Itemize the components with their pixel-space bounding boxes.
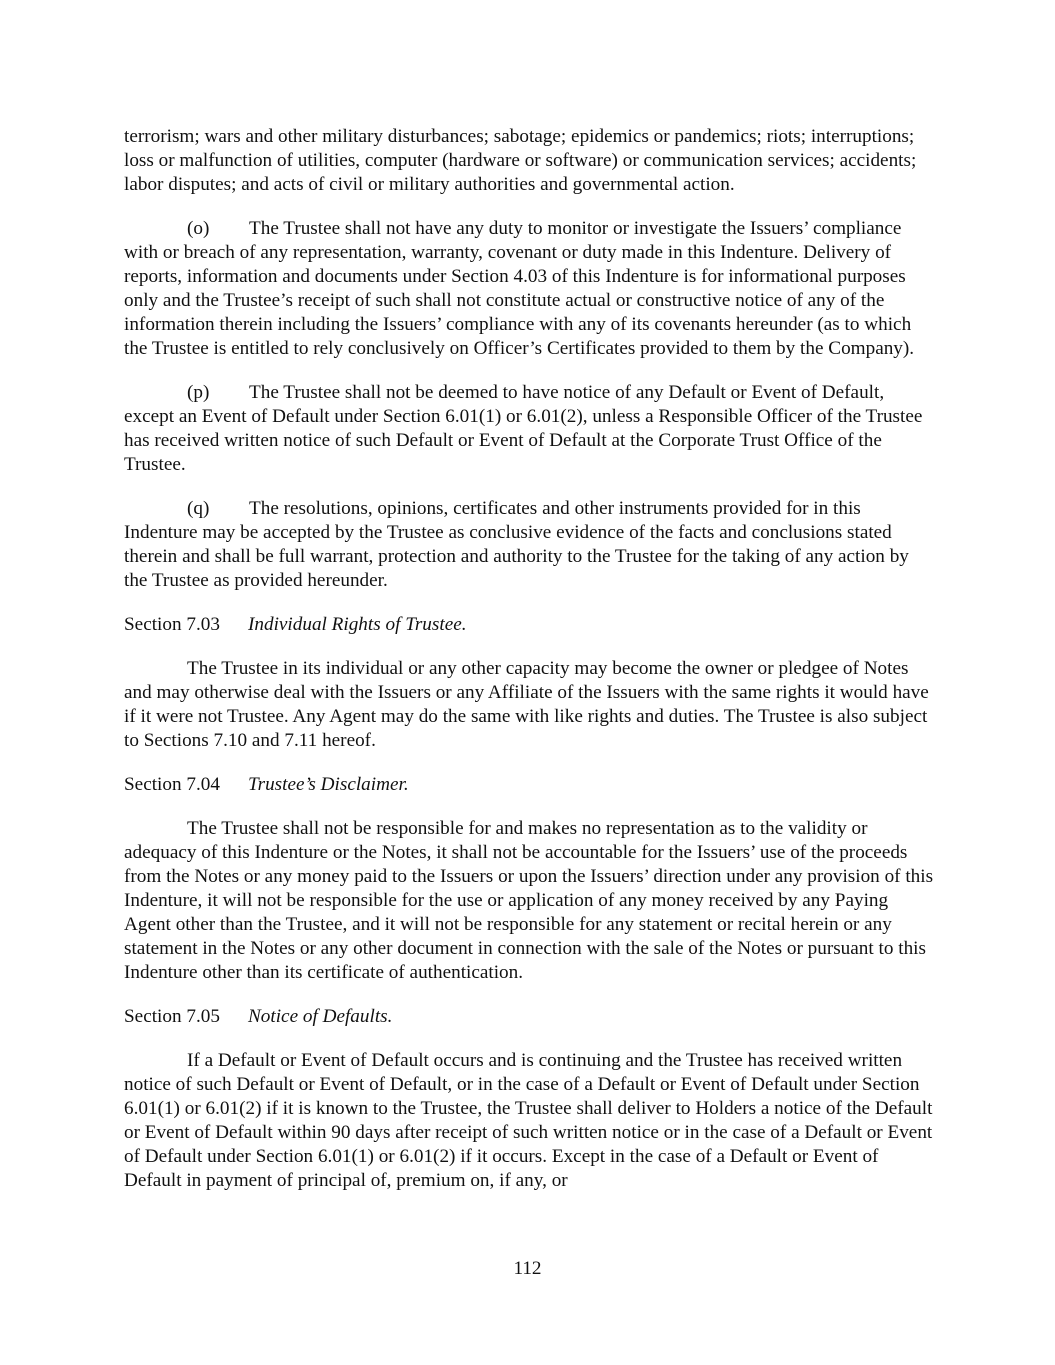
page-number: 112 [513,1258,542,1279]
clause-text: The Trustee shall not be deemed to have notice of any Default or Event of Default, except an Event of Default under Section 6.01(1) or 6.01(2), unless a Responsible Officer of the Trustee has received written notice of such Default or Event of Default at the Corporate Trust Office of the Trustee. [124,382,923,475]
section-title: Trustee’s Disclaimer. [248,774,409,795]
clause-q [124,497,936,593]
section-heading-7-04 [124,773,936,797]
clause-text: The Trustee shall not have any duty to monitor or investigate the Issuers’ compliance with or breach of any representation, warranty, covenant or duty made in this Indenture. Delivery of reports, information and documents under Section 4.03 of this Indenture is for informational purposes only and the Trustee’s receipt of such shall not constitute actual or constructive notice of any of the information therein including the Issuers’ compliance with any of its covenants hereunder (as to which the Trustee is entitled to rely conclusively on Officer’s Certificates provided to them by the Company). [124,218,915,359]
document-page [124,125,936,1213]
clause-label: (q) [187,498,210,519]
clause-p [124,381,936,477]
clause-o [124,217,936,361]
section-number: Section 7.04 [124,774,220,795]
section-body-7-05: If a Default or Event of Default occurs and is continuing and the Trustee has received written notice of such Default or Event of Default, or in the case of a Default or Event of Default under Section 6.01(1) or 6.01(2) if it is known to the Trustee, the Trustee shall deliver to Holders a notice of the Default or Event of Default within 90 days after receipt of such written notice or in the case of a Default or Event of Default under Section 6.01(1) or 6.01(2) if it occurs. Except in the case of a Default or Event of Default in payment of principal of, premium on, if any, or [124,1050,933,1191]
section-heading-7-03 [124,613,936,637]
section-number: Section 7.03 [124,614,220,635]
section-title: Notice of Defaults. [248,1006,393,1027]
section-body-7-03: The Trustee in its individual or any other capacity may become the owner or pledgee of Notes and may otherwise deal with the Issuers or any Affiliate of the Issuers with the same rights it would have if it were not Trustee. Any Agent may do the same with like rights and duties. The Trustee is also subject to Sections 7.10 and 7.11 hereof. [124,658,929,751]
clause-label: (p) [187,382,210,403]
section-body-7-04: The Trustee shall not be responsible for and makes no representation as to the validity or adequacy of this Indenture or the Notes, it shall not be accountable for the Issuers’ use of the proceeds from the Notes or any money paid to the Issuers or upon the Issuers’ direction under any provision of this Indenture, it will not be responsible for the use or application of any money received by any Paying Agent other than the Trustee, and it will not be responsible for any statement or recital herein or any statement in the Notes or any other document in connection with the sale of the Notes or pursuant to this Indenture other than its certificate of authentication. [124,818,934,983]
clause-label: (o) [187,218,210,239]
section-heading-7-05 [124,1005,936,1029]
section-title: Individual Rights of Trustee. [248,614,467,635]
clause-text: The resolutions, opinions, certificates and other instruments provided for in this Indenture may be accepted by the Trustee as conclusive evidence of the facts and conclusions stated therein and shall be full warrant, protection and authority to the Trustee for the taking of any action by the Trustee as provided hereunder. [124,498,909,591]
paragraph-continuation: terrorism; wars and other military disturbances; sabotage; epidemics or pandemics; riots; interruptions; loss or malfunction of utilities, computer (hardware or software) or communication services; accidents; labor disputes; and acts of civil or military authorities and governmental action. [124,126,917,195]
section-number: Section 7.05 [124,1006,220,1027]
